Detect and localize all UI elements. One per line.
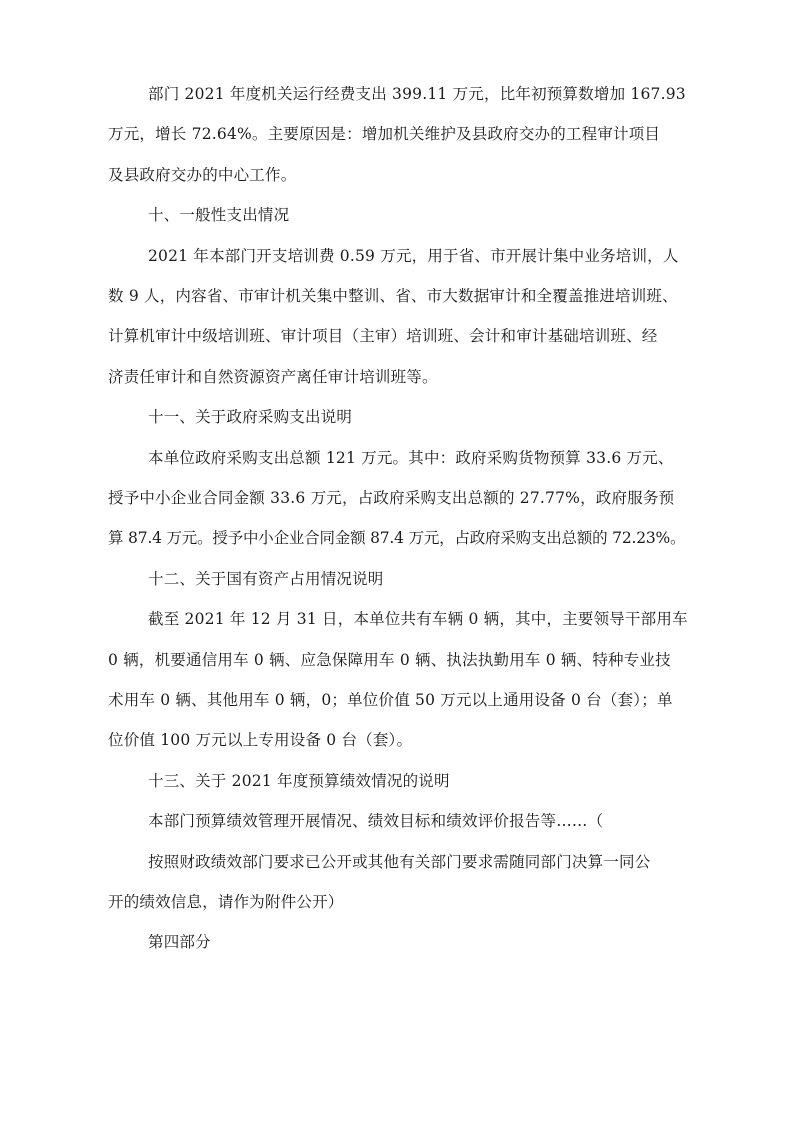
paragraph-line: 0 辆，机要通信用车 0 辆、应急保障用车 0 辆、执法执勤用车 0 辆、特种专业技 (108, 651, 671, 669)
paragraph-line: 术用车 0 辆、其他用车 0 辆，0；单位价值 50 万元以上通用设备 0 台（套）；单 (108, 691, 673, 709)
paragraph-line: 数 9 人，内容省、市审计机关集中整训、省、市大数据审计和全覆盖推进培训班、 (108, 287, 678, 305)
paragraph-line: 开的绩效信息，请作为附件公开） (108, 893, 344, 911)
paragraph-line: 位价值 100 万元以上专用设备 0 台（套）。 (108, 731, 413, 749)
section-heading-12: 十二、关于国有资产占用情况说明 (148, 570, 384, 588)
paragraph-line: 2021 年本部门开支培训费 0.59 万元，用于省、市开展计集中业务培训，人 (148, 247, 679, 265)
paragraph-line: 及县政府交办的中心工作。 (108, 166, 297, 184)
paragraph-line: 授予中小企业合同金额 33.6 万元，占政府采购支出总额的 27.77%，政府服务预 (108, 489, 675, 507)
paragraph-line: 万元，增长 72.64%。主要原因是：增加机关维护及县政府交办的工程审计项目 (108, 125, 661, 143)
paragraph-line: 本部门预算绩效管理开展情况、绩效目标和绩效评价报告等……（ (148, 812, 604, 830)
part-heading: 第四部分 (148, 933, 211, 951)
paragraph-line: 按照财政绩效部门要求已公开或其他有关部门要求需随同部门决算一同公 (148, 853, 651, 871)
paragraph-line: 算 87.4 万元。授予中小企业合同金额 87.4 万元，占政府采购支出总额的 72.23%。 (108, 529, 686, 547)
section-heading-13: 十三、关于 2021 年度预算绩效情况的说明 (148, 772, 450, 790)
paragraph-line: 济责任审计和自然资源资产离任审计培训班等。 (108, 368, 438, 386)
section-heading-10: 十、一般性支出情况 (148, 206, 290, 224)
section-heading-11: 十一、关于政府采购支出说明 (148, 408, 353, 426)
paragraph-line: 本单位政府采购支出总额 121 万元。其中：政府采购货物预算 33.6 万元、 (148, 449, 674, 467)
paragraph-line: 计算机审计中级培训班、审计项目（主审）培训班、会计和审计基础培训班、经 (108, 327, 658, 345)
paragraph-line: 截至 2021 年 12 月 31 日，本单位共有车辆 0 辆，其中，主要领导干部用车 (148, 610, 688, 628)
paragraph-line: 部门 2021 年度机关运行经费支出 399.11 万元，比年初预算数增加 167.93 (148, 85, 686, 103)
